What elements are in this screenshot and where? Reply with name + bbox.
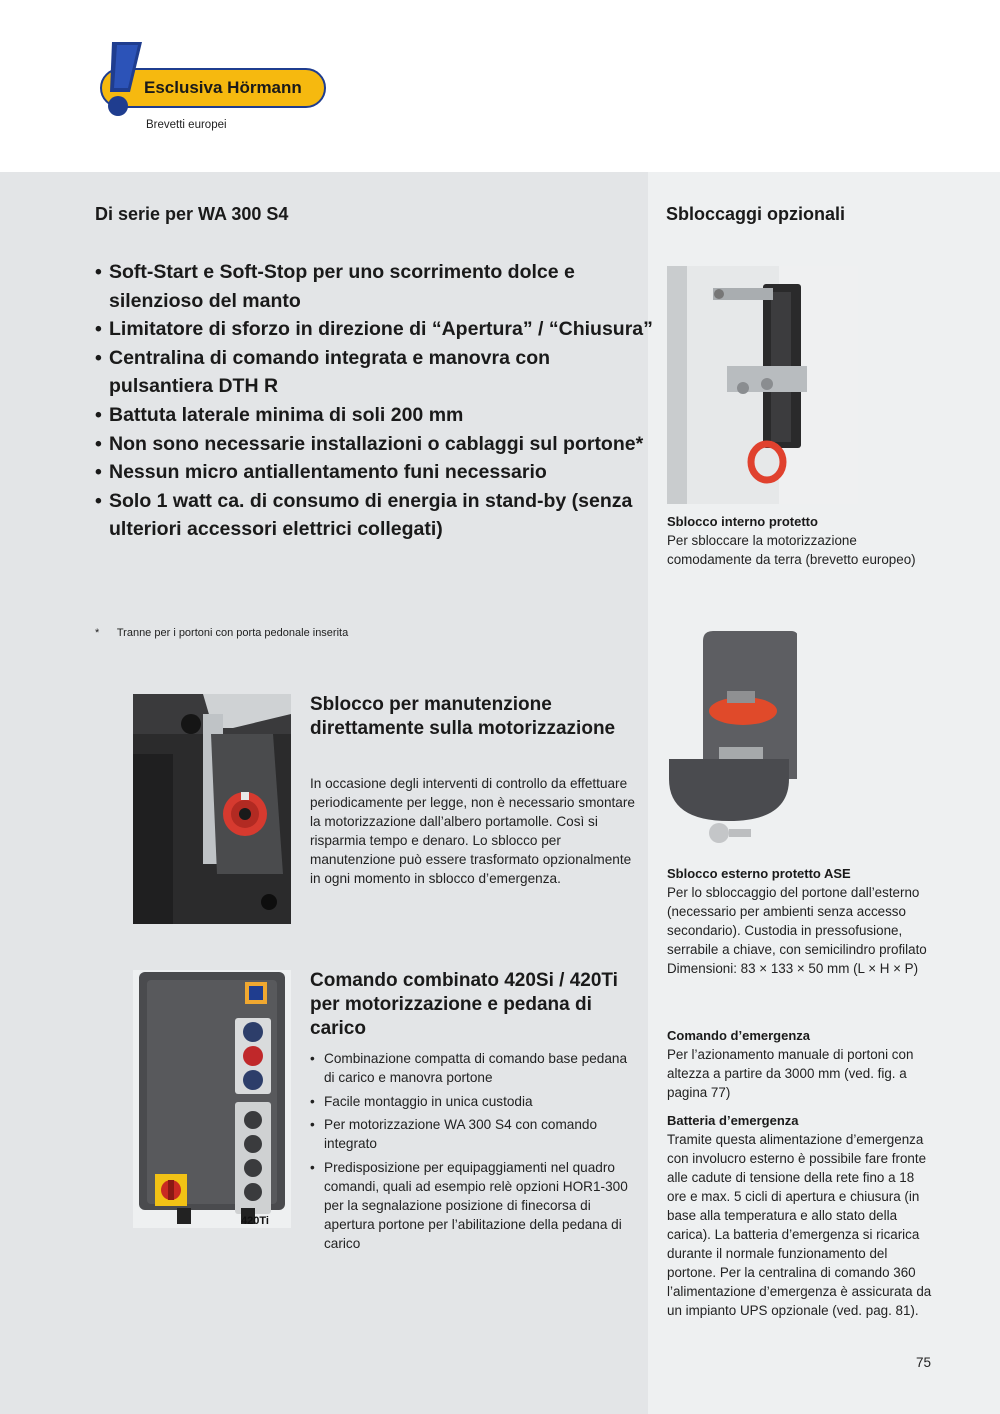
footnote-mark: * <box>95 627 100 639</box>
logo-subtitle: Brevetti europei <box>146 119 227 131</box>
combined-control-title: Comando combinato 420Si / 420Ti per motorizzazione e pedana di carico <box>310 970 618 1039</box>
external-unlock-block: Sblocco esterno protetto ASE Per lo sbloccaggio del portone dall’esterno (necessario per ambienti senza accesso secondario). Custodia in pressofusione, serrabile a chiave, con semicilindro profilato Dimensioni: 83 × 133 × 50 mm (L × H × P) <box>667 866 927 976</box>
list-item: • Centralina di comando integrata e manovra con pulsantiera DTH R <box>95 344 655 401</box>
list-item: • Nessun micro antiallentamento funi necessario <box>95 458 655 487</box>
standard-feature-list <box>95 258 655 544</box>
optional-heading: Sbloccaggi opzionali <box>666 204 846 224</box>
combined-control-list <box>310 1049 635 1257</box>
internal-unlock-block: Sblocco interno protetto Per sbloccare la motorizzazione comodamente da terra (brevetto europeo) <box>667 514 916 567</box>
emergency-control-block: Comando d’emergenza Per l’azionamento manuale di portoni con altezza a partire da 3000 mm (ved. fig. a pagina 77) <box>667 1028 914 1100</box>
list-item: • Limitatore di sforzo in direzione di “Apertura” / “Chiusura” <box>95 315 655 344</box>
external-unlock-photo <box>667 629 797 861</box>
maintenance-unlock-photo <box>133 694 291 924</box>
list-item: • Battuta laterale minima di soli 200 mm <box>95 401 655 430</box>
logo-text: Esclusiva Hörmann <box>144 78 302 97</box>
list-item: • Predisposizione per equipaggiamenti nel quadro comandi, quali ad esempio relè opzioni HOR1-300 per la segnalazione posizione di finecorsa di apertura portone per l’abilitazione della pedana di carico <box>310 1158 635 1253</box>
maintenance-body: In occasione degli interventi di controllo da effettuare periodicamente per legge, non è necessario smontare la motorizzazione dall’albero portamolle. Così si risparmia tempo e denaro. Lo sblocco per manutenzione può essere trasformato opzionalmente in ogni momento in sblocco d’emergenza. <box>310 776 635 886</box>
page-number: 75 <box>916 1355 932 1370</box>
control-box-photo <box>133 970 291 1228</box>
maintenance-title: Sblocco per manutenzione direttamente sulla motorizzazione <box>310 694 616 739</box>
hormann-logo <box>92 40 332 120</box>
footnote <box>95 627 348 639</box>
exclamation-icon <box>98 40 144 118</box>
footnote-text: Tranne per i portoni con porta pedonale inserita <box>116 627 349 639</box>
list-item: • Soft-Start e Soft-Stop per uno scorrimento dolce e silenzioso del manto <box>95 258 655 315</box>
standard-heading: Di serie per WA 300 S4 <box>95 204 289 224</box>
emergency-battery-block: Batteria d’emergenza Tramite questa alimentazione d’emergenza con involucro esterno è possibile fare fronte alle cadute di tensione della rete fino a 18 ore e max. 5 cicli di apertura e chiusura (in base alla temperatura e allo stato della carica). La batteria d’emergenza si ricarica durante il normale funzionamento del portone. Per la centralina di comando 360 l’alimentazione d’emergenza è assicurata da un impianto UPS opzionale (ved. pag. 81). <box>667 1113 932 1318</box>
device-label: 420Ti <box>241 1215 269 1227</box>
list-item: • Combinazione compatta di comando base pedana di carico e manovra portone <box>310 1049 635 1087</box>
list-item: • Non sono necessarie installazioni o cablaggi sul portone* <box>95 430 655 459</box>
list-item: • Per motorizzazione WA 300 S4 con comando integrato <box>310 1115 635 1153</box>
internal-unlock-photo <box>667 266 858 504</box>
list-item: • Solo 1 watt ca. di consumo di energia in stand-by (senza ulteriori accessori elettrici collegati) <box>95 487 655 544</box>
list-item: • Facile montaggio in unica custodia <box>310 1092 635 1111</box>
